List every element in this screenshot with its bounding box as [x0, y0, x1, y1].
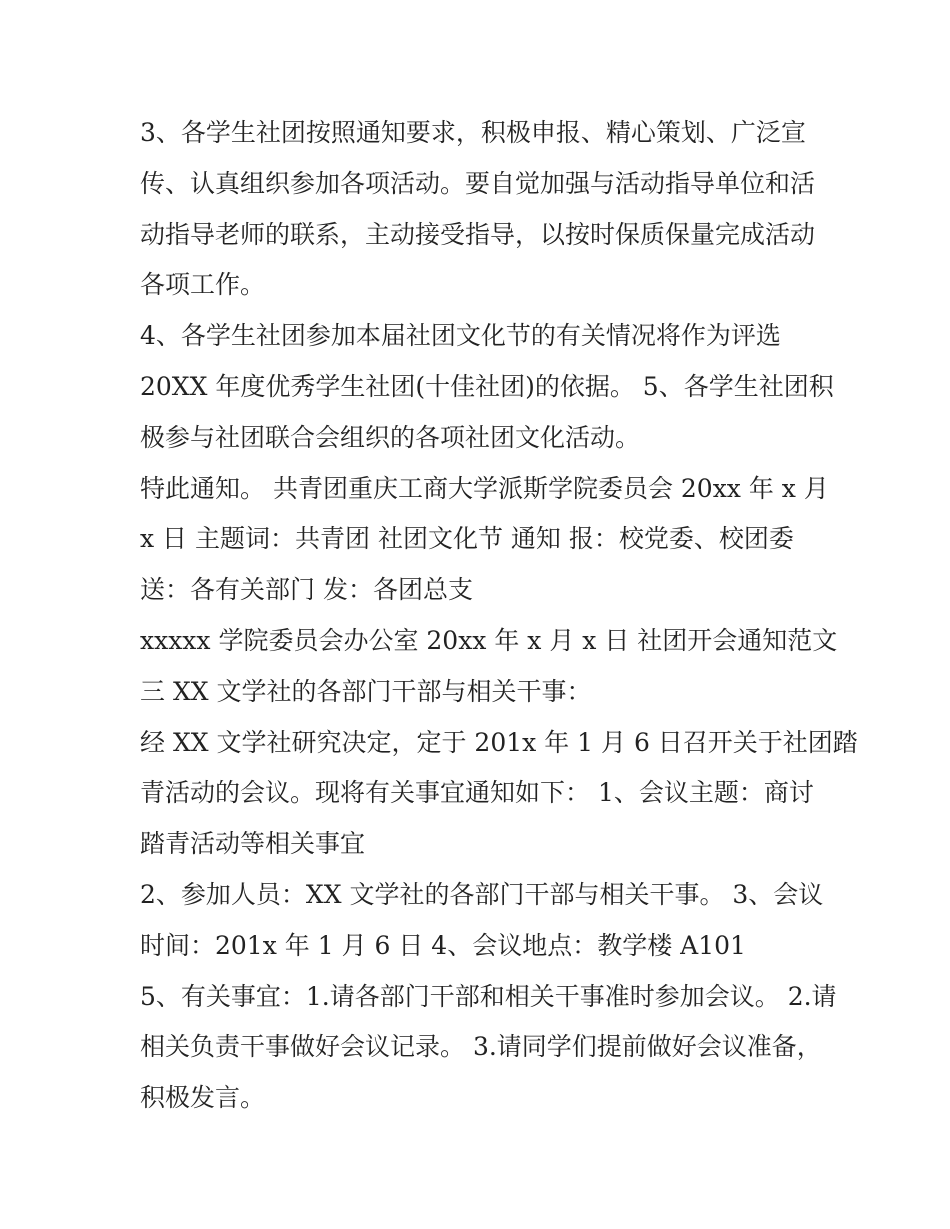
- text-line: 3、各学生社团按照通知要求，积极申报、精心策划、广泛宣: [140, 118, 806, 147]
- text-line: 经 XX 文学社研究决定，定于 201x 年 1 月 6 日召开关于社团踏: [140, 727, 858, 757]
- text-line: 各项工作。: [140, 270, 266, 300]
- text-line: 相关负责干事做好会议记录。 3.请同学们提前做好会议准备，: [140, 1032, 822, 1062]
- text-line: 20XX 年度优秀学生社团(十佳社团)的依据。 5、各学生社团积: [140, 371, 834, 401]
- text-line: 青活动的会议。现将有关事宜通知如下： 1、会议主题：商讨: [140, 778, 814, 808]
- text-line: xxxxx 学院委员会办公室 20xx 年 x 月 x 日 社团开会通知范文: [140, 625, 838, 655]
- text-line: 极参与社团联合会组织的各项社团文化活动。: [140, 422, 641, 452]
- text-line: 4、各学生社团参加本届社团文化节的有关情况将作为评选: [140, 321, 781, 351]
- text-line: 时间：201x 年 1 月 6 日 4、会议地点：教学楼 A101: [140, 930, 746, 960]
- text-line: 三 XX 文学社的各部门干部与相关干事：: [140, 676, 592, 706]
- text-line: 2、参加人员：XX 文学社的各部门干部与相关干事。 3、会议: [140, 879, 824, 909]
- text-line: 特此通知。 共青团重庆工商大学派斯学院委员会 20xx 年 x 月: [140, 473, 829, 503]
- text-line: 5、有关事宜：1.请各部门干部和相关干事准时参加会议。 2.请: [140, 981, 837, 1011]
- text-line: 踏青活动等相关事宜: [140, 829, 366, 859]
- document-body: [140, 108, 858, 1124]
- text-line: 动指导老师的联系，主动接受指导，以按时保质保量完成活动: [140, 219, 816, 249]
- text-line: x 日 主题词：共青团 社团文化节 通知 报：校党委、校团委: [140, 524, 794, 554]
- text-line: 传、认真组织参加各项活动。要自觉加强与活动指导单位和活: [140, 168, 816, 198]
- text-line: 送：各有关部门 发：各团总支: [140, 575, 473, 605]
- text-line: 积极发言。: [140, 1083, 266, 1113]
